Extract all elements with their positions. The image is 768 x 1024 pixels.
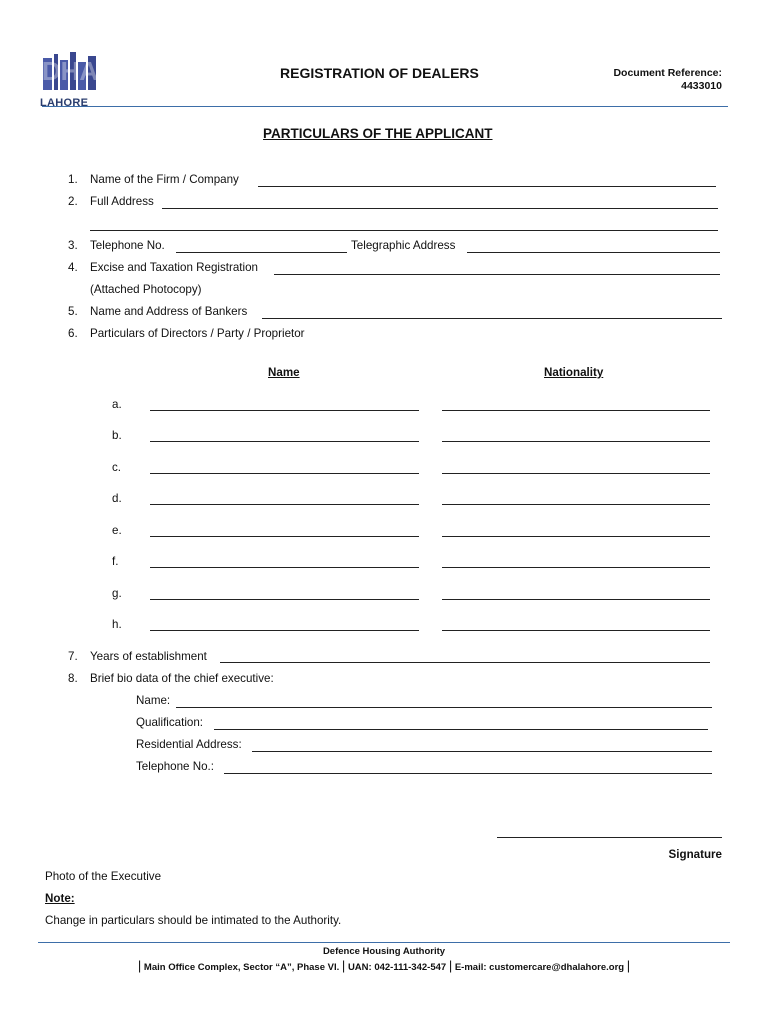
note-text: Change in particulars should be intimated to the Authority. — [45, 914, 342, 927]
excise-registration-label: Excise and Taxation Registration — [90, 261, 258, 274]
footer-uan: UAN: 042-111-342-547 — [347, 962, 447, 973]
full-address-field-2[interactable] — [90, 230, 718, 231]
footer-email: E-mail: customercare@dhalahore.org — [454, 962, 625, 973]
item-number: 7. — [68, 650, 78, 663]
row-letter: b. — [112, 429, 122, 442]
director-name-field[interactable] — [150, 599, 419, 600]
telegraphic-address-field[interactable] — [467, 252, 720, 253]
svg-text:DHA: DHA — [41, 56, 99, 86]
signature-label: Signature — [668, 848, 722, 861]
row-letter: g. — [112, 587, 122, 600]
director-nationality-field[interactable] — [442, 536, 710, 537]
doc-ref-value: 4433010 — [681, 80, 722, 92]
firm-name-field[interactable] — [258, 186, 716, 187]
page-title: REGISTRATION OF DEALERS — [280, 65, 479, 81]
footer-org: Defence Housing Authority — [322, 946, 446, 957]
nationality-column-header: Nationality — [544, 366, 604, 379]
bio-qualification-field[interactable] — [214, 729, 708, 730]
doc-ref-label: Document Reference: — [613, 67, 722, 79]
attached-photocopy-note: (Attached Photocopy) — [90, 283, 202, 296]
director-nationality-field[interactable] — [442, 473, 710, 474]
director-nationality-field[interactable] — [442, 567, 710, 568]
bio-telephone-field[interactable] — [224, 773, 712, 774]
row-letter: h. — [112, 618, 122, 631]
row-letter: a. — [112, 398, 122, 411]
bio-name-label: Name: — [136, 694, 171, 707]
footer-address: Main Office Complex, Sector “A”, Phase VI. — [143, 962, 340, 973]
bio-address-label: Residential Address: — [136, 738, 242, 751]
bio-data-label: Brief bio data of the chief executive: — [90, 672, 274, 685]
director-nationality-field[interactable] — [442, 599, 710, 600]
row-letter: f. — [112, 555, 119, 568]
header-rule — [42, 106, 728, 107]
telephone-label: Telephone No. — [90, 239, 165, 252]
dha-logo — [40, 50, 100, 109]
section-title: PARTICULARS OF THE APPLICANT — [263, 126, 493, 141]
row-letter: e. — [112, 524, 122, 537]
director-name-field[interactable] — [150, 630, 419, 631]
item-number: 5. — [68, 305, 78, 318]
director-nationality-field[interactable] — [442, 630, 710, 631]
item-number: 2. — [68, 195, 78, 208]
bio-qualification-label: Qualification: — [136, 716, 204, 729]
footer-contact — [0, 958, 768, 973]
item-number: 4. — [68, 261, 78, 274]
bio-address-field[interactable] — [252, 751, 712, 752]
bankers-label: Name and Address of Bankers — [90, 305, 248, 318]
telephone-field[interactable] — [176, 252, 347, 253]
directors-label: Particulars of Directors / Party / Proprietor — [90, 327, 305, 340]
director-name-field[interactable] — [150, 473, 419, 474]
item-number: 1. — [68, 173, 78, 186]
years-establishment-label: Years of establishment — [90, 650, 207, 663]
excise-registration-field[interactable] — [274, 274, 720, 275]
bio-telephone-label: Telephone No.: — [136, 760, 214, 773]
director-name-field[interactable] — [150, 536, 419, 537]
footer-separator: | — [448, 958, 453, 973]
item-number: 3. — [68, 239, 78, 252]
telegraphic-address-label: Telegraphic Address — [351, 239, 456, 252]
director-name-field[interactable] — [150, 567, 419, 568]
footer-separator: | — [341, 958, 346, 973]
footer-separator: | — [137, 958, 142, 973]
director-name-field[interactable] — [150, 410, 419, 411]
director-nationality-field[interactable] — [442, 410, 710, 411]
logo-sublabel: LAHORE — [40, 97, 89, 109]
firm-name-label: Name of the Firm / Company — [90, 173, 239, 186]
signature-field[interactable] — [497, 837, 722, 838]
item-number: 6. — [68, 327, 78, 340]
row-letter: c. — [112, 461, 122, 474]
row-letter: d. — [112, 492, 122, 505]
dha-logo-icon — [40, 50, 100, 92]
years-establishment-field[interactable] — [220, 662, 710, 663]
footer-separator: | — [626, 958, 631, 973]
bankers-field[interactable] — [262, 318, 722, 319]
director-nationality-field[interactable] — [442, 504, 710, 505]
full-address-label: Full Address — [90, 195, 154, 208]
item-number: 8. — [68, 672, 78, 685]
note-label: Note: — [45, 892, 75, 905]
full-address-field[interactable] — [162, 208, 718, 209]
footer-rule — [38, 942, 730, 943]
director-nationality-field[interactable] — [442, 441, 710, 442]
director-name-field[interactable] — [150, 504, 419, 505]
bio-name-field[interactable] — [176, 707, 712, 708]
name-column-header: Name — [268, 366, 300, 379]
director-name-field[interactable] — [150, 441, 419, 442]
photo-label: Photo of the Executive — [45, 870, 162, 883]
